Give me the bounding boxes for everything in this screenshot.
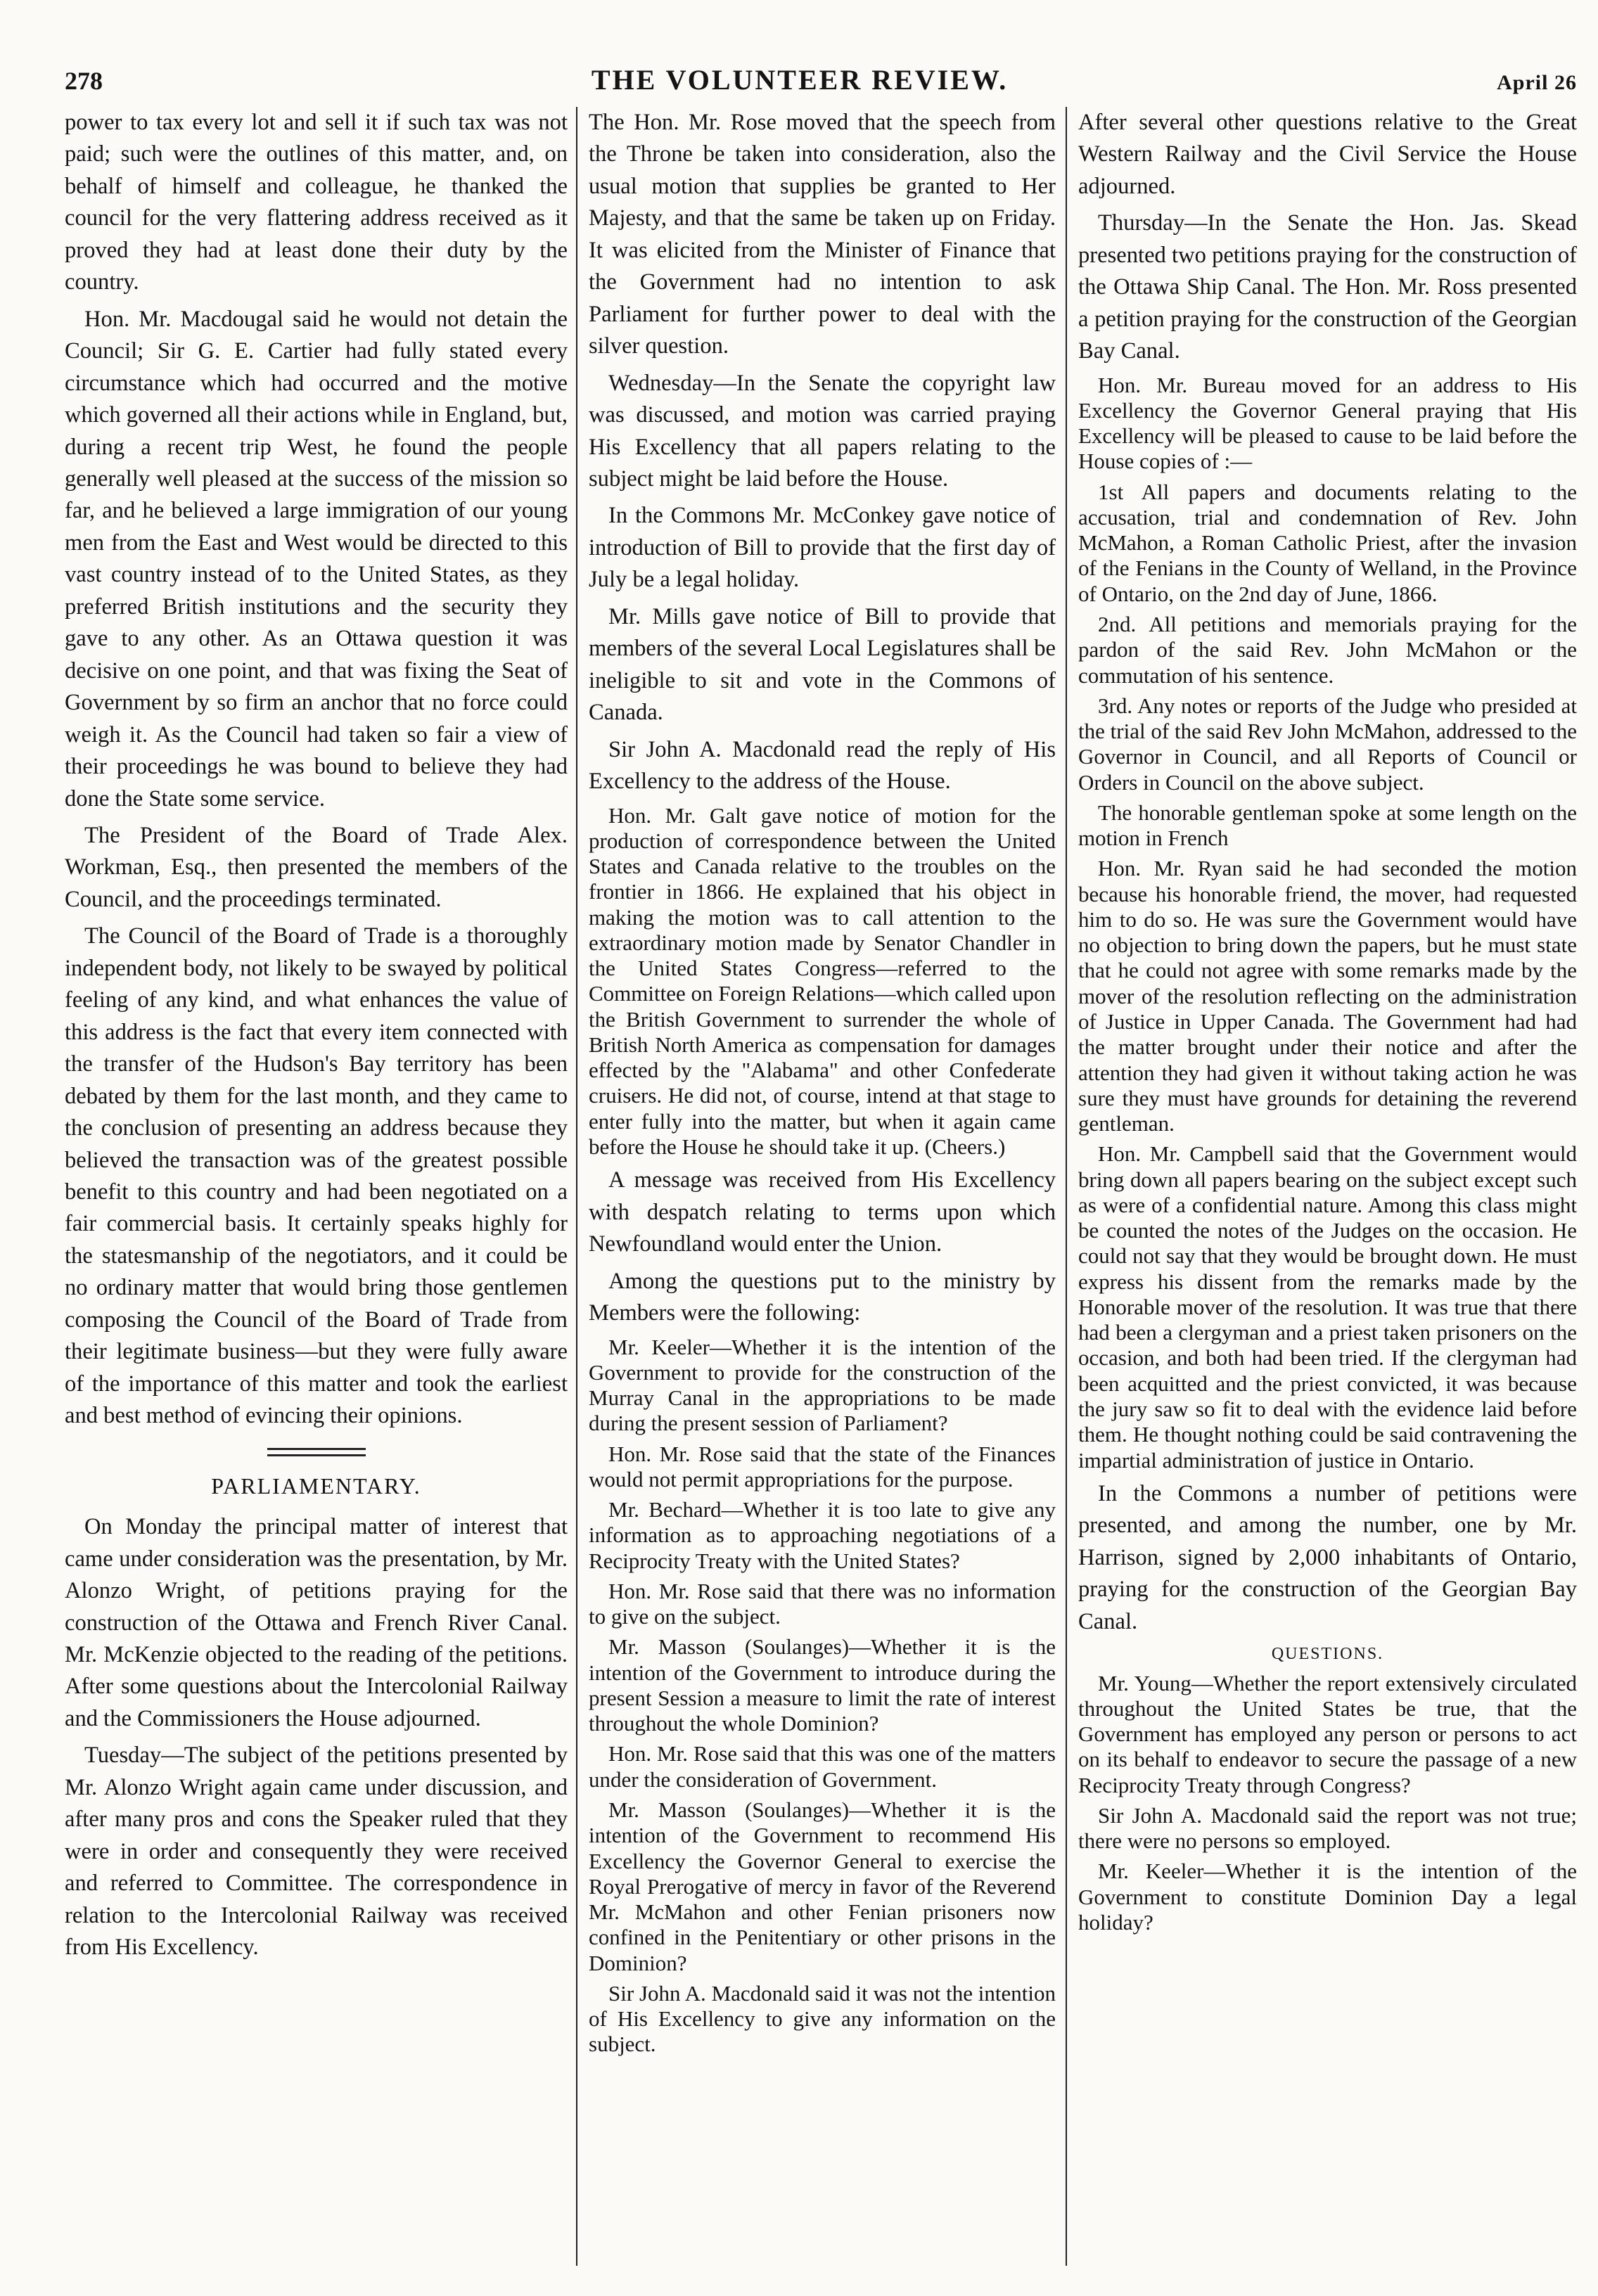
paragraph: Hon. Mr. Rose said that this was one of the matters under the consideration of Government.	[589, 1741, 1056, 1792]
paragraph: Mr. Keeler—Whether it is the intention of the Government to constitute Dominion Day a legal holiday?	[1078, 1859, 1577, 1935]
paragraph: Mr. Keeler—Whether it is the intention of the Government to provide for the construction of the Murray Canal in the appropriations to be made during the present session of Parliament?	[589, 1334, 1056, 1436]
paragraph: Mr. Mills gave notice of Bill to provide that members of the several Local Legislatures shall be ineligible to sit and vote in the Commons of Canada.	[589, 603, 1056, 726]
paragraph: 2nd. All petitions and memorials praying for the pardon of the said Rev. John McMahon or the commutation of his sentence.	[1078, 612, 1577, 688]
paragraph: The Council of the Board of Trade is a thoroughly independent body, not likely to be swayed by political feeling of any kind, and what enhances the value of this address is the fact that every item connected with the transfer of the Hudson's Bay territory has been debated by them for the last month, and they came to the conclusion of presenting an address because they believed the transaction was of the greatest possible benefit to this country and had been negotiated on a fair commercial basis. It certainly speaks highly for the statesmanship of the negotiators, and it could be no ordinary matter that would bring those gentlemen composing the Council of the Board of Trade from their legitimate business—but they were fully aware of the importance of this matter and took the earliest and best method of evincing their opinions.	[65, 923, 568, 1429]
paragraph: In the Commons a number of petitions were presented, and among the number, one by Mr. Harrison, signed by 2,000 inhabitants of Ontario, praying for the construction of the Georgian Bay Canal.	[1078, 1480, 1577, 1634]
paragraph: Hon. Mr. Macdougal said he would not detain the Council; Sir G. E. Cartier had fully stated every circumstance which had occurred and the motive which governed all their actions while in England, but, during a recent trip West, he found the people generally well pleased at the success of the mission so far, and he believed a large immigration of our young men from the East and West would be directed to this vast country instead of to the United States, as they preferred British institutions and the security they gave to any other. As an Ottawa question it was decisive on one point, and that was fixing the Seat of Government by so firm an anchor that no force could weigh it. As the Council had taken so fair a view of their proceedings he was bound to believe they had done the State some service.	[65, 306, 568, 812]
paragraph: Sir John A. Macdonald said it was not the intention of His Excellency to give any information on the subject.	[589, 1980, 1056, 2057]
column-1	[65, 107, 576, 2266]
paragraph: Hon. Mr. Rose said that there was no information to give on the subject.	[589, 1578, 1056, 1629]
section-divider	[267, 1448, 366, 1456]
section-heading-parliamentary: PARLIAMENTARY.	[211, 1473, 421, 1499]
paragraph: power to tax every lot and sell it if such tax was not paid; such were the outlines of this matter, and, on behalf of himself and colleague, he thanked the council for the very flattering address received as it proved they had at least done their duty by the country.	[65, 110, 568, 295]
paragraph: Hon. Mr. Galt gave notice of motion for the production of correspondence between the United States and Canada relative to the troubles on the frontier in 1866. He explained that his object in making the motion was to call attention to the extraordinary motion made by Senator Chandler in the United States Congress—referred to the Committee on Foreign Relations—which called upon the British Government to surrender the whole of British North America as compensation for damages effected by the "Alabama" and other Confederate cruisers. He did not, of course, intend at that stage to enter fully into the matter, but when it again came before the House he should take it up. (Cheers.)	[589, 802, 1056, 1159]
paragraph: After several other questions relative to the Great Western Railway and the Civil Service the House adjourned.	[1078, 110, 1577, 199]
sub-heading-questions: QUESTIONS.	[1271, 1645, 1384, 1664]
paragraph: Hon. Mr. Rose said that the state of the Finances would not permit appropriations for the purpose.	[589, 1441, 1056, 1492]
paragraph: A message was received from His Excellency with despatch relating to terms upon which Newfoundland would enter the Union.	[589, 1167, 1056, 1257]
article-columns	[65, 107, 1577, 2266]
column-2	[576, 107, 1066, 2266]
paragraph: The President of the Board of Trade Alex. Workman, Esq., then presented the members of the Council, and the proceedings terminated.	[65, 822, 568, 912]
paragraph: Sir John A. Macdonald said the report was not true; there were no persons so employed.	[1078, 1802, 1577, 1854]
column-3	[1066, 107, 1577, 2266]
paragraph: Wednesday—In the Senate the copyright law was discussed, and motion was carried praying His Excellency that all papers relating to the subject might be laid before the House.	[589, 370, 1056, 492]
paragraph: Mr. Masson (Soulanges)—Whether it is the intention of the Government to introduce during the present Session a measure to limit the rate of interest throughout the whole Dominion?	[589, 1634, 1056, 1736]
paragraph: Tuesday—The subject of the petitions presented by Mr. Alonzo Wright again came under discussion, and after many pros and cons the Speaker ruled that they were in order and consequently they were received and referred to Committee. The correspondence in relation to the Intercolonial Railway was received from His Excellency.	[65, 1743, 568, 1961]
paragraph: Mr. Masson (Soulanges)—Whether it is the intention of the Government to recommend His Excellency the Governor General to exercise the Royal Prerogative of mercy in favor of the Reverend Mr. McMahon and other Fenian prisoners now confined in the Penitentiary or other prisons in the Dominion?	[589, 1797, 1056, 1975]
paragraph: Hon. Mr. Ryan said he had seconded the motion because his honorable friend, the mover, had requested him to do so. He was sure the Government would have no objection to bring down the papers, but he must state that he could not agree with some remarks made by the mover of the resolution reflecting on the administration of Justice in Upper Canada. The Government had had the matter brought under their notice and after the attention they had given it without taking action he was sure they must have grounds for detaining the reverend gentleman.	[1078, 856, 1577, 1136]
paragraph: Hon. Mr. Bureau moved for an address to His Excellency the Governor General praying that His Excellency will be pleased to cause to be laid before the House copies of :—	[1078, 372, 1577, 474]
paragraph: Mr. Bechard—Whether it is too late to give any information as to approaching negotiations of a Reciprocity Treaty with the United States?	[589, 1497, 1056, 1573]
paragraph: Sir John A. Macdonald read the reply of His Excellency to the address of the House.	[589, 736, 1056, 795]
paragraph: The honorable gentleman spoke at some length on the motion in French	[1078, 800, 1577, 851]
paragraph: In the Commons Mr. McConkey gave notice of introduction of Bill to provide that the first day of July be a legal holiday.	[589, 503, 1056, 593]
paragraph: On Monday the principal matter of interest that came under consideration was the presentation, by Mr. Alonzo Wright, of petitions praying for the construction of the Ottawa and French River Canal. Mr. McKenzie objected to the reading of the petitions. After some questions about the Intercolonial Railway and the Commissioners the House adjourned.	[65, 1514, 568, 1731]
masthead-title: THE VOLUNTEER REVIEW.	[591, 64, 1009, 96]
paragraph: The Hon. Mr. Rose moved that the speech from the Throne be taken into consideration, also the usual motion that supplies be granted to Her Majesty, and that the same be taken up on Friday. It was elicited from the Minister of Finance that the Government had no intention to ask Parliament for further power to deal with the silver question.	[589, 110, 1056, 359]
page-number: 278	[65, 67, 103, 95]
issue-date: April 26	[1497, 71, 1577, 94]
paragraph: Mr. Young—Whether the report extensively circulated throughout the United States be true, that the Government has employed any person or persons to act on its behalf to endeavor to secure the passage of a new Reciprocity Treaty through Congress?	[1078, 1670, 1577, 1797]
paragraph: Thursday—In the Senate the Hon. Jas. Skead presented two petitions praying for the construction of the Ottawa Ship Canal. The Hon. Mr. Ross presented a petition praying for the construction of the Georgian Bay Canal.	[1078, 210, 1577, 364]
page-header	[65, 63, 1577, 96]
paragraph: Hon. Mr. Campbell said that the Government would bring down all papers bearing on the subject except such as were of a confidential nature. Among this class might be counted the notes of the Judges on the occasion. He could not say that they would be brought down. He must express his dissent from the remarks made by the Honorable mover of the resolution. It was true that there had been a clergyman and a priest taken prisoners on the occasion, and both had been tried. If the clergyman had been acquitted and the priest convicted, it was because the jury saw so fit to deal with the evidence laid before them. He thought nothing could be said contravening the impartial administration of justice in Ontario.	[1078, 1141, 1577, 1473]
paragraph: 1st All papers and documents relating to the accusation, trial and condemnation of Rev. John McMahon, a Roman Catholic Priest, after the invasion of the Fenians in the County of Welland, in the Province of Ontario, on the 2nd day of June, 1866.	[1078, 479, 1577, 606]
paragraph: 3rd. Any notes or reports of the Judge who presided at the trial of the said Rev John McMahon, addressed to the Governor in Council, and all Reports of Council or Orders in Council on the above subject.	[1078, 693, 1577, 795]
paragraph: Among the questions put to the ministry by Members were the following:	[589, 1268, 1056, 1326]
